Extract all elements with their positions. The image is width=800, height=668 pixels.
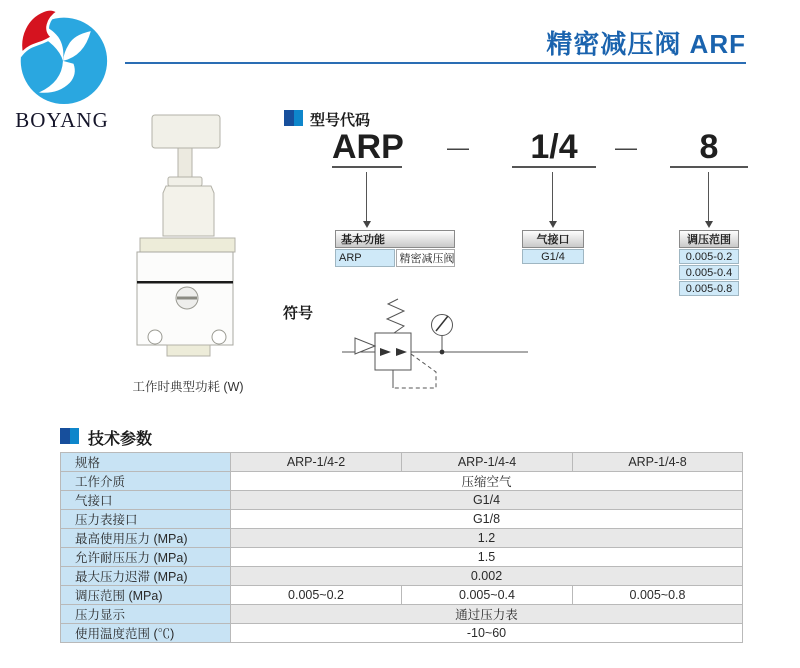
spec-label-cell: 允许耐压压力 (MPa) xyxy=(61,548,231,567)
model-code-section-title: 型号代码 xyxy=(310,112,371,129)
down-arrow xyxy=(708,172,709,222)
pressure-range-table xyxy=(678,229,740,297)
brand-name: BOYANG xyxy=(15,108,109,132)
spec-value-cell: ARP-1/4-8 xyxy=(573,453,743,472)
section-marker-icon xyxy=(60,428,79,444)
spec-row xyxy=(61,472,743,491)
spec-label-cell: 调压范围 (MPa) xyxy=(61,586,231,605)
spec-row xyxy=(61,548,743,567)
spec-label-cell: 最大压力迟滞 (MPa) xyxy=(61,567,231,586)
icon-half-light xyxy=(294,110,304,126)
port-table xyxy=(521,229,585,265)
valve-illustration xyxy=(130,110,255,360)
spec-value-cell: G1/4 xyxy=(231,491,743,510)
spec-row xyxy=(61,529,743,548)
pressure-range-header: 调压范围 xyxy=(679,230,739,248)
basic-function-table xyxy=(334,229,456,268)
title-rule xyxy=(125,62,746,64)
pressure-range-value: 0.005-0.2 xyxy=(679,249,739,264)
spec-row xyxy=(61,567,743,586)
spec-value-cell: ARP-1/4-4 xyxy=(402,453,573,472)
spec-row xyxy=(61,510,743,529)
spec-value-cell: ARP-1/4-2 xyxy=(231,453,402,472)
spec-value-cell: -10~60 xyxy=(231,624,743,643)
product-caption: 工作时典型功耗 (W) xyxy=(132,380,244,394)
spec-label-cell: 最高使用压力 (MPa) xyxy=(61,529,231,548)
port-value: G1/4 xyxy=(522,249,584,264)
spec-value-cell: 0.002 xyxy=(231,567,743,586)
spec-row xyxy=(61,453,743,472)
model-code-part-port: 1/4 xyxy=(512,129,596,168)
port-header: 气接口 xyxy=(522,230,584,248)
down-arrow xyxy=(366,172,367,222)
model-code-part-function: ARP xyxy=(332,128,404,166)
icon-half-dark xyxy=(284,110,294,126)
down-arrow xyxy=(552,172,553,222)
spec-label-cell: 工作介质 xyxy=(61,472,231,491)
spec-label-cell: 压力表接口 xyxy=(61,510,231,529)
pressure-range-value: 0.005-0.4 xyxy=(679,265,739,280)
spec-value-cell: 压缩空气 xyxy=(231,472,743,491)
brand-logo-icon xyxy=(14,8,110,106)
basic-function-header: 基本功能 xyxy=(335,230,455,248)
spec-row xyxy=(61,491,743,510)
spec-label-cell: 压力显示 xyxy=(61,605,231,624)
spec-value-cell: G1/8 xyxy=(231,510,743,529)
spec-value-cell: 0.005~0.8 xyxy=(573,586,743,605)
section-marker-icon xyxy=(284,110,303,126)
model-code-separator: — xyxy=(615,135,637,160)
spec-label-cell: 规格 xyxy=(61,453,231,472)
pressure-range-row xyxy=(679,265,739,280)
spec-label-cell: 使用温度范围 (℃) xyxy=(61,624,231,643)
spec-row xyxy=(61,624,743,643)
specs-section-title: 技术参数 xyxy=(88,431,153,448)
spec-value-cell: 1.2 xyxy=(231,529,743,548)
pressure-range-value: 0.005-0.8 xyxy=(679,281,739,296)
spec-label-cell: 气接口 xyxy=(61,491,231,510)
spec-value-cell: 0.005~0.2 xyxy=(231,586,402,605)
icon-half-dark xyxy=(60,428,70,444)
page-title: 精密减压阀 ARF xyxy=(546,29,746,59)
model-code-part-range: 8 xyxy=(670,129,748,168)
pressure-range-row xyxy=(679,281,739,296)
specs-table xyxy=(60,452,743,643)
spec-row xyxy=(61,605,743,624)
icon-half-light xyxy=(70,428,80,444)
symbol-section-title: 符号 xyxy=(283,305,314,322)
pressure-range-row xyxy=(679,249,739,264)
spec-value-cell: 0.005~0.4 xyxy=(402,586,573,605)
pneumatic-symbol-diagram xyxy=(328,298,533,403)
basic-function-desc: 精密减压阀 xyxy=(396,249,456,267)
spec-row xyxy=(61,586,743,605)
basic-function-code: ARP xyxy=(335,249,395,267)
spec-value-cell: 通过压力表 xyxy=(231,605,743,624)
spec-value-cell: 1.5 xyxy=(231,548,743,567)
model-code-separator: — xyxy=(447,135,469,160)
